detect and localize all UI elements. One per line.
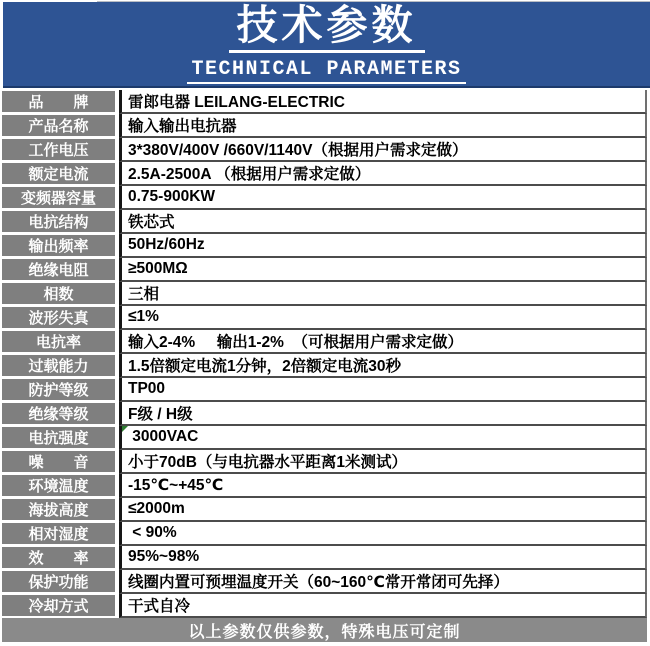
row-label: 电抗结构	[2, 211, 115, 232]
row-value: 干式自冷	[119, 594, 647, 618]
table-row	[0, 498, 650, 522]
row-label: 产品名称	[2, 115, 115, 136]
row-value: ≤1%	[119, 306, 647, 330]
row-value: 3*380V/400V /660V/1140V（根据用户需求定做）	[119, 138, 647, 162]
table-row	[0, 186, 650, 210]
row-label: 保护功能	[2, 571, 115, 592]
row-value: 2.5A-2500A （根据用户需求定做）	[119, 162, 647, 186]
row-value: TP00	[119, 378, 647, 402]
row-label: 海拔高度	[2, 499, 115, 520]
row-label: 效 率	[2, 547, 115, 568]
row-value: -15℃~+45℃	[119, 474, 647, 498]
row-label: 绝缘电阻	[2, 259, 115, 280]
cell-corner-marker	[122, 426, 128, 432]
row-value: 0.75-900KW	[119, 186, 647, 210]
table-row	[0, 114, 650, 138]
row-value: 输入2-4% 输出1-2% （可根据用户需求定做）	[119, 330, 647, 354]
table-row	[0, 258, 650, 282]
table-row	[0, 354, 650, 378]
row-label: 相对湿度	[2, 523, 115, 544]
row-label: 绝缘等级	[2, 403, 115, 424]
row-value: ≥500MΩ	[119, 258, 647, 282]
table-row	[0, 450, 650, 474]
table-row	[0, 474, 650, 498]
table-row	[0, 306, 650, 330]
row-label: 品 牌	[2, 91, 115, 112]
row-value: 铁芯式	[119, 210, 647, 234]
table-row	[0, 234, 650, 258]
table-row	[0, 162, 650, 186]
table-row	[0, 570, 650, 594]
table-row	[0, 330, 650, 354]
table-row	[0, 90, 650, 114]
row-value: 输入输出电抗器	[119, 114, 647, 138]
spec-table	[0, 90, 650, 618]
row-label: 输出频率	[2, 235, 115, 256]
table-row	[0, 426, 650, 450]
row-value: 小于70dB（与电抗器水平距离1米测试）	[119, 450, 647, 474]
page-title: 技术参数	[229, 4, 425, 53]
row-value: 三相	[119, 282, 647, 306]
row-label: 工作电压	[2, 139, 115, 160]
header-banner	[3, 2, 650, 88]
table-row	[0, 594, 650, 618]
footer-note: 以上参数仅供参数，特殊电压可定制	[2, 618, 647, 642]
row-label: 电抗强度	[2, 427, 115, 448]
row-label: 额定电流	[2, 163, 115, 184]
row-value: 线圈内置可预埋温度开关（60~160℃常开常闭可先择）	[119, 570, 647, 594]
row-label: 相数	[2, 283, 115, 304]
row-value: ≤2000m	[119, 498, 647, 522]
row-label: 噪 音	[2, 451, 115, 472]
table-row	[0, 546, 650, 570]
table-row	[0, 522, 650, 546]
row-value: 雷郎电器 LEILANG-ELECTRIC	[119, 90, 647, 114]
row-value: < 90%	[119, 522, 647, 546]
row-label: 环境温度	[2, 475, 115, 496]
row-value: 1.5倍额定电流1分钟，2倍额定电流30秒	[119, 354, 647, 378]
row-label: 变频器容量	[2, 187, 115, 208]
row-label: 过载能力	[2, 355, 115, 376]
row-value: 50Hz/60Hz	[119, 234, 647, 258]
page-subtitle: TECHNICAL PARAMETERS	[187, 58, 465, 84]
spreadsheet-edge-artifact	[97, 1, 650, 2]
table-row	[0, 210, 650, 234]
table-row	[0, 378, 650, 402]
row-value: 3000VAC	[119, 426, 647, 450]
row-value: 95%~98%	[119, 546, 647, 570]
row-label: 波形失真	[2, 307, 115, 328]
table-row	[0, 282, 650, 306]
row-label: 冷却方式	[2, 595, 115, 616]
table-row	[0, 138, 650, 162]
row-label: 电抗率	[2, 331, 115, 352]
row-label: 防护等级	[2, 379, 115, 400]
row-value: F级 / H级	[119, 402, 647, 426]
table-row	[0, 402, 650, 426]
